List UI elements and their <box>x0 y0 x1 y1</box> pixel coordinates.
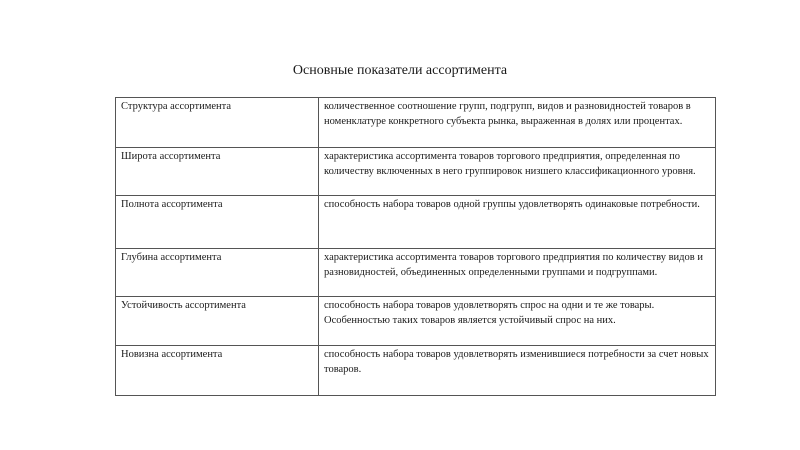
definition-cell: способность набора товаров одной группы удовлетворять одинаковые потребности. <box>319 196 716 249</box>
term-cell: Широта ассортимента <box>116 148 319 196</box>
term-cell: Устойчивость ассортимента <box>116 297 319 346</box>
table-row <box>116 196 716 249</box>
table-row <box>116 249 716 297</box>
term-cell: Структура ассортимента <box>116 98 319 148</box>
table-row <box>116 297 716 346</box>
definition-cell: характеристика ассортимента товаров торгового предприятия, определенная по количеству включенных в него группировок низшего классификационного уровня. <box>319 148 716 196</box>
assortment-indicators-table <box>115 97 716 396</box>
term-cell: Новизна ассортимента <box>116 346 319 396</box>
definition-cell: способность набора товаров удовлетворять изменившиеся потребности за счет новых товаров. <box>319 346 716 396</box>
term-cell: Глубина ассортимента <box>116 249 319 297</box>
table-row <box>116 98 716 148</box>
term-cell: Полнота ассортимента <box>116 196 319 249</box>
table-row <box>116 346 716 396</box>
table-title: Основные показатели ассортимента <box>292 63 508 78</box>
definition-cell: способность набора товаров удовлетворять спрос на одни и те же товары. Особенностью таких товаров является устойчивый спрос на них. <box>319 297 716 346</box>
definition-cell: характеристика ассортимента товаров торгового предприятия по количеству видов и разновидностей, объединенных определенными группами и подгруппами. <box>319 249 716 297</box>
definition-cell: количественное соотношение групп, подгрупп, видов и разновидностей товаров в номенклатуре конкретного субъекта рынка, выраженная в долях или процентах. <box>319 98 716 148</box>
table-row <box>116 148 716 196</box>
